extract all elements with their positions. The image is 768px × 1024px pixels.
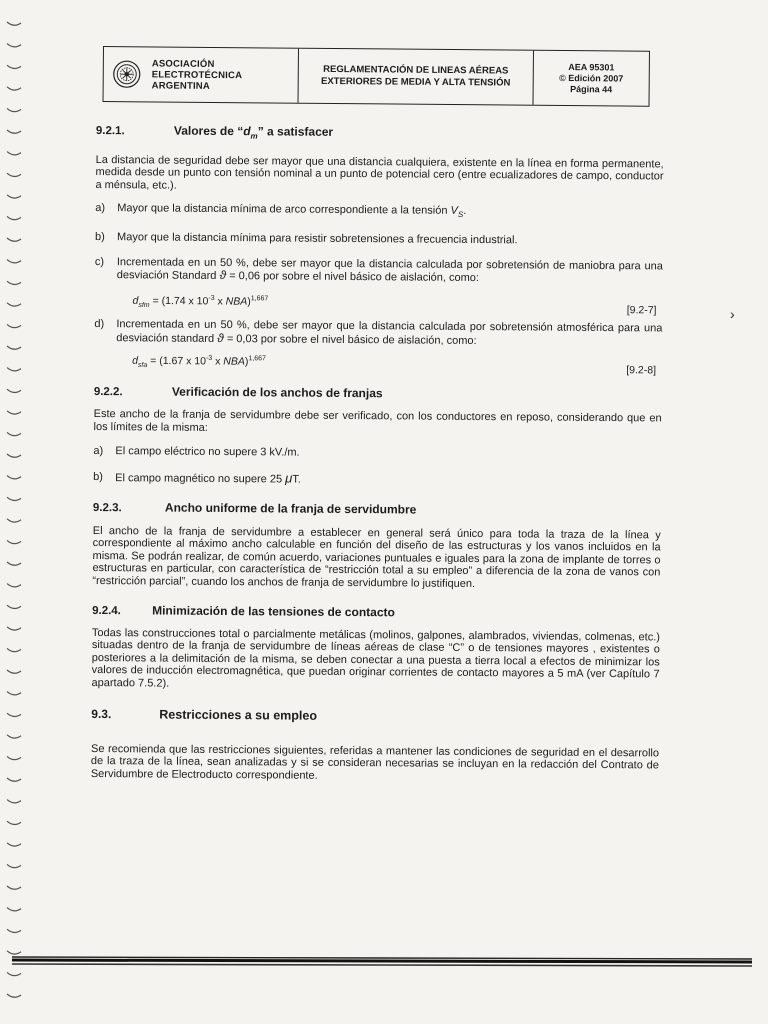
binding-hole xyxy=(7,65,21,68)
header-meta-cell xyxy=(534,51,649,106)
formula-exponent: 1,667 xyxy=(250,294,269,302)
binding-hole xyxy=(7,130,21,133)
binding-hole xyxy=(7,929,21,932)
section-title: Minimización de las tensiones de contacto xyxy=(152,603,395,620)
symbol: ϑ xyxy=(219,268,227,283)
formula-part: ) xyxy=(247,295,251,308)
aea-seal-logo xyxy=(112,59,142,89)
item-label: a) xyxy=(95,202,106,215)
document-meta xyxy=(559,61,623,95)
formula-var: d xyxy=(132,354,138,367)
binding-hole xyxy=(7,260,21,263)
list-item xyxy=(93,471,661,489)
list-item xyxy=(94,318,662,348)
section-heading-9-3 xyxy=(91,708,659,725)
section-number: 9.3. xyxy=(91,707,112,722)
binding-hole xyxy=(7,216,21,219)
binding-hole xyxy=(7,562,21,565)
binding-hole xyxy=(7,843,21,846)
section-title: Verificación de los anchos de franjas xyxy=(171,384,383,400)
section-heading-9-2-1 xyxy=(96,124,664,146)
item-text-part: . xyxy=(463,205,467,218)
binding-hole xyxy=(7,756,21,759)
section-heading-9-2-2 xyxy=(94,385,662,403)
paragraph: El ancho de la franja de servidumbre a establecer en general será único para toda la traza de la línea y correspondiente al máximo ancho calculable en función del diseño de las estructuras y los vanos incluidos en la misma. Se podrán realizar, de común acuerdo, variaciones puntuales e iguales para la zona de implante de torres o estructuras en particular, con característica de “restricción total a su empleo” a diferencia de la zona de vanos con “restricción parcial”, cuando los anchos de franja de servidumbre lo justifiquen. xyxy=(92,524,661,590)
item-text-part: Incrementada en un 50 %, debe ser mayor que la distancia calculada por sobretensión de maniobra para una desviación Standard xyxy=(116,255,663,283)
formula-subscript: sfa xyxy=(137,362,148,370)
binding-hole xyxy=(7,281,21,284)
binding-hole xyxy=(7,432,21,435)
title-line: REGLAMENTACIÓN DE LINEAS AÉREAS xyxy=(323,63,509,77)
binding-hole xyxy=(7,22,21,25)
item-text-part: = 0,03 por sobre el nivel básico de aislación, como: xyxy=(226,332,477,347)
binding-hole xyxy=(7,238,21,241)
binding-hole xyxy=(7,886,21,889)
item-text-part: Incrementada en un 50 %, debe ser mayor que la distancia calculada por sobretensión atmosférica para una desviación standard xyxy=(116,318,663,345)
section-number: 9.2.2. xyxy=(93,385,123,398)
binding-holes xyxy=(4,14,24,1014)
section-heading-9-2-3 xyxy=(93,501,661,519)
document-code: AEA 95301 xyxy=(568,61,615,72)
binding-hole xyxy=(7,648,21,651)
binding-hole xyxy=(7,864,21,867)
binding-hole xyxy=(7,670,21,673)
org-line: ASOCIACIÓN xyxy=(151,57,215,70)
binding-hole xyxy=(7,173,21,176)
page-number: Página 44 xyxy=(570,83,613,94)
binding-hole xyxy=(7,44,21,47)
org-line: ELECTROTÉCNICA xyxy=(151,68,243,81)
binding-hole xyxy=(7,346,21,349)
binding-hole xyxy=(7,324,21,327)
section-number: 9.2.1. xyxy=(95,124,125,138)
document-edition: © Edición 2007 xyxy=(559,72,624,84)
formula-exponent: -3 xyxy=(208,294,215,302)
list-item xyxy=(93,445,661,462)
title-text: ” a satisfacer xyxy=(257,124,334,139)
item-label: b) xyxy=(93,470,104,483)
section-title: Ancho uniforme de la franja de servidumbre xyxy=(164,500,417,517)
header-title-cell xyxy=(299,49,534,105)
item-text xyxy=(115,471,661,489)
symbol: V xyxy=(450,205,458,218)
formula-part: = (1.67 x 10 xyxy=(147,354,206,368)
formula-expression xyxy=(132,292,268,314)
symbol: ϑ xyxy=(217,330,224,345)
paragraph: Se recomienda que las restricciones siguientes, referidas a mantener las condiciones de seguridad en el desarrollo de la traza de la línea, sean analizadas y si se consideran necesarias se incluyan en la redacción del Contrato de Servidumbre de Electroducto correspondiente. xyxy=(90,742,660,782)
binding-hole xyxy=(7,389,21,392)
binding-hole xyxy=(7,692,21,695)
document-header xyxy=(103,46,650,107)
binding-hole xyxy=(7,584,21,587)
formula-expression xyxy=(132,352,266,374)
title-text: Valores de “ xyxy=(173,123,244,139)
item-text-part: El campo magnético no supere 25 xyxy=(115,471,283,486)
list-item xyxy=(95,231,663,248)
binding-hole xyxy=(7,454,21,457)
title-symbol: d xyxy=(243,124,251,139)
binding-hole xyxy=(7,195,21,198)
equation-number: [9.2-8] xyxy=(626,364,657,377)
list-item xyxy=(95,256,663,286)
header-org-cell xyxy=(104,47,299,103)
formula-9-2-8 xyxy=(132,352,662,377)
binding-hole xyxy=(7,476,21,479)
bottom-rule xyxy=(12,955,752,969)
binding-hole xyxy=(7,800,21,803)
equation-number: [9.2-7] xyxy=(626,303,657,316)
binding-hole xyxy=(7,821,21,824)
item-text-part: Mayor que la distancia mínima de arco correspondiente a la tensión xyxy=(117,202,448,218)
item-label: d) xyxy=(94,318,105,331)
paragraph: Este ancho de la franja de servidumbre debe ser verificado, con los conductores en reposo, considerando que en los límites de la misma: xyxy=(93,408,662,434)
title-subscript: m xyxy=(250,131,258,141)
list-item xyxy=(95,202,663,223)
section-number: 9.2.3. xyxy=(92,502,122,515)
item-text xyxy=(116,318,662,348)
section-title: Restricciones a su empleo xyxy=(159,707,318,723)
binding-hole xyxy=(7,519,21,522)
formula-part: = (1.74 x 10 xyxy=(149,294,209,307)
binding-hole xyxy=(7,368,21,371)
symbol: μ xyxy=(285,470,293,486)
formula-subscript: sfm xyxy=(138,301,150,309)
binding-hole xyxy=(7,713,21,716)
formula-part: x xyxy=(212,355,224,368)
binding-hole xyxy=(7,540,21,543)
binding-hole xyxy=(7,735,21,738)
formula-exponent: 1,667 xyxy=(248,355,266,363)
item-text xyxy=(117,256,663,286)
binding-hole xyxy=(7,303,21,306)
binding-hole xyxy=(7,778,21,781)
binding-hole xyxy=(7,87,21,90)
item-text: Mayor que la distancia mínima para resistir sobretensiones a frecuencia industrial. xyxy=(117,231,518,247)
item-text-part: T. xyxy=(292,473,301,486)
title-line: EXTERIORES DE MEDIA Y ALTA TENSIÓN xyxy=(320,75,511,89)
item-text xyxy=(117,203,663,224)
binding-hole xyxy=(7,497,21,500)
document-title xyxy=(321,64,511,90)
org-name xyxy=(152,58,243,92)
item-label: a) xyxy=(93,445,104,458)
binding-hole xyxy=(7,972,21,975)
formula-var: NBA xyxy=(225,295,248,308)
formula-part: ) xyxy=(244,355,249,368)
item-text-part: = 0,06 por sobre el nivel básico de aislación, como: xyxy=(229,270,480,285)
binding-hole xyxy=(7,908,21,911)
item-label: b) xyxy=(95,231,105,244)
paragraph: Todas las construcciones total o parcialmente metálicas (molinos, galpones, alambrados, viviendas, colmenas, etc.) situadas dentro de la franja de servidumbre de líneas aéreas de clase “C” o de tensiones mayores , existentes o posteriores a la delimitación de la misma, se deben conectar a una puesta a tierra local a efectos de minimizar los valores de inducción electromagnética, que puedan originar corrientes de contacto mayores a 5 mA (ver Capítulo 7 apartado 7.5.2). xyxy=(91,626,660,690)
section-number: 9.2.4. xyxy=(92,605,121,618)
margin-mark: › xyxy=(730,306,735,322)
item-text: El campo eléctrico no supere 3 kV./m. xyxy=(115,445,300,459)
org-line: ARGENTINA xyxy=(151,79,210,92)
section-heading-9-2-4 xyxy=(92,604,660,622)
binding-hole xyxy=(7,605,21,608)
formula-exponent: -3 xyxy=(205,354,213,362)
formula-var: NBA xyxy=(223,355,245,368)
formula-9-2-7 xyxy=(132,292,662,317)
formula-var: d xyxy=(132,294,139,307)
subscript: S xyxy=(457,210,464,220)
binding-hole xyxy=(7,951,21,954)
item-label: c) xyxy=(94,255,105,268)
formula-part: x xyxy=(214,295,226,308)
document-body xyxy=(91,118,664,785)
binding-hole xyxy=(7,411,21,414)
binding-hole xyxy=(7,108,21,111)
binding-hole xyxy=(7,627,21,630)
section-title xyxy=(174,125,333,144)
binding-hole xyxy=(7,152,21,155)
paragraph: La distancia de seguridad debe ser mayor que una distancia cualquiera, existente en la línea en forma permanente, medida desde un punto con tensión nominal a un punto de potencial cero (entre ecualizadores de campo, conductor a ménsula, etc.). xyxy=(95,153,664,192)
binding-hole xyxy=(7,994,21,997)
